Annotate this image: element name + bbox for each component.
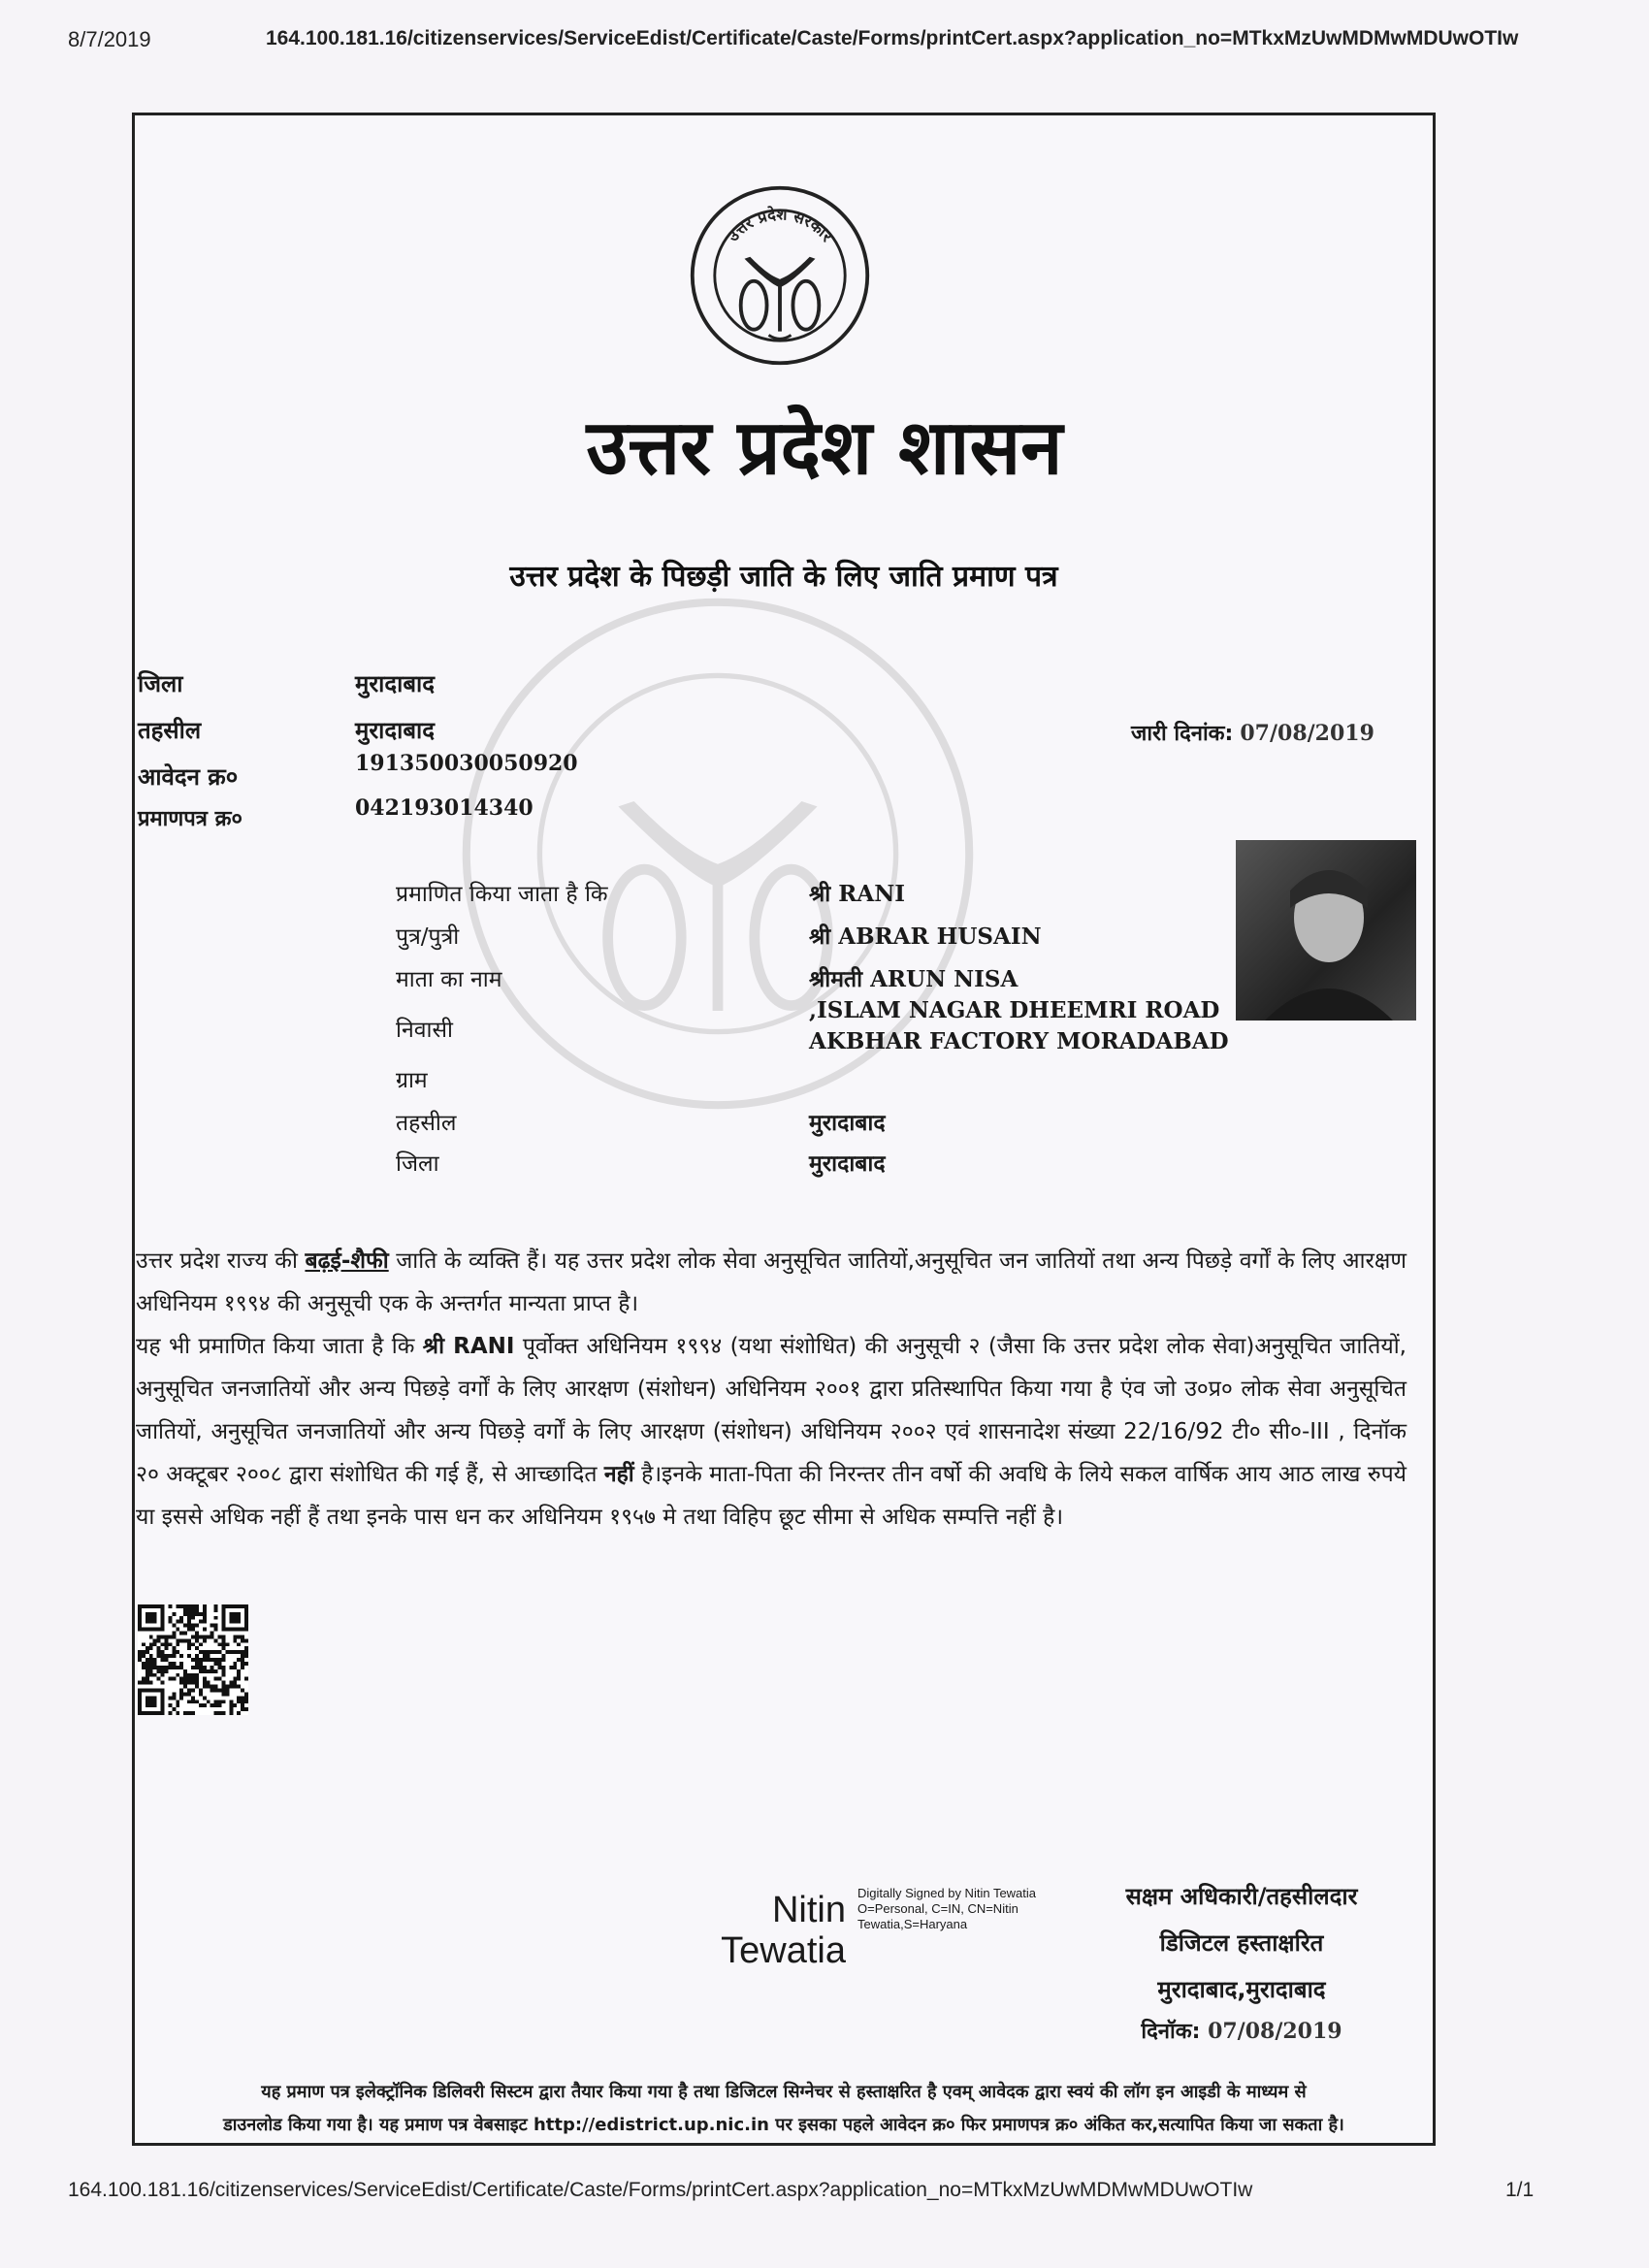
body-person-name: श्री RANI — [422, 1334, 515, 1359]
field-value-tehsil: मुरादाबाद — [355, 717, 436, 744]
footer-note — [146, 2076, 1422, 2142]
certificate-subtitle: उत्तर प्रदेश के पिछड़ी जाति के लिए जाति प्रमाण पत्र — [509, 560, 1058, 594]
person-label-resident: निवासी — [396, 1018, 453, 1043]
person-value-tehsil: मुरादाबाद — [809, 1110, 886, 1136]
field-label-tehsil: तहसील — [138, 717, 202, 744]
field-label-application-no: आवेदन क्र० — [138, 763, 239, 791]
body-paragraph-1: उत्तर प्रदेश राज्य की बढ़ई-शैफी जाति के व्यक्ति हैं। यह उत्तर प्रदेश लोक सेवा अनुसूचित जातियों,अनुसूचित जन जातियों तथा अन्य पिछड़े वर्गों के लिए आरक्षण अधिनियम १९९४ की अनुसूची एक के अन्तर्गत मान्यता प्राप्त है। — [136, 1248, 1406, 1316]
photo-portrait-icon — [1236, 840, 1416, 1021]
authority-date-value: 07/08/2019 — [1208, 2019, 1342, 2044]
up-emblem-icon — [687, 182, 873, 369]
digital-signature-details: Digitally Signed by Nitin Tewatia O=Personal, C=IN, CN=Nitin Tewatia,S=Haryana — [857, 1886, 1037, 1931]
certificate-title: उत्तर प्रदेश शासन — [586, 405, 1063, 492]
person-label-tehsil: तहसील — [396, 1111, 457, 1136]
person-label-certified: प्रमाणित किया जाता है कि — [396, 882, 608, 907]
certificate-body — [136, 1240, 1406, 1539]
svg-text:उत्तर प्रदेश सरकार — [723, 205, 837, 245]
footer-note-line1: यह प्रमाण पत्र इलेक्ट्रॉनिक डिलिवरी सिस्टम द्वारा तैयार किया गया है तथा डिजिटल सिग्नेचर से हस्ताक्षरित है एवम् आवेदक द्वारा स्वयं की लॉग इन आइडी के माध्यम से — [261, 2082, 1307, 2102]
field-value-district: मुरादाबाद — [355, 670, 436, 697]
field-label-certificate-no: प्रमाणपत्र क्र० — [138, 807, 242, 831]
person-value-address-line2: AKBHAR FACTORY MORADABAD — [809, 1028, 1229, 1054]
qr-code-icon — [138, 1604, 248, 1715]
emblem-seal-text: उत्तर प्रदेश सरकार — [723, 205, 837, 245]
issue-date-label: जारी दिनांक: — [1131, 722, 1234, 746]
person-value-district: मुरादाबाद — [809, 1150, 886, 1177]
person-value-father: श्री ABRAR HUSAIN — [809, 923, 1042, 950]
caste-name: बढ़ई-शैफी — [305, 1248, 389, 1274]
person-value-address-line1: ,ISLAM NAGAR DHEEMRI ROAD — [809, 997, 1220, 1023]
body-paragraph-2: यह भी प्रमाणित किया जाता है कि श्री RANI पूर्वोक्त अधिनियम १९९४ (यथा संशोधित) की अनुसूची २ (जैसा कि उत्तर प्रदेश लोक सेवा)अनुसूचित जातियों, अनुसूचित जनजातियों और अन्य पिछड़े वर्गों के लिए आरक्षण (संशोधन) अधिनियम २००१ द्वारा प्रतिस्थापित किया गया है एंव जो उ०प्र० लोक सेवा अनुसूचित जातियों, अनुसूचित जनजातियों और अन्य पिछड़े वर्गों के लिए आरक्षण (संशोधन) अधिनियम २००२ एवं शासनादेश संख्या 22/16/92 टी० सी०-III , दिनॉक २० अक्टूबर २००८ द्वारा संशोधित की गई हैं, से आच्छादित नहीं है।इनके माता-पिता की निरन्तर तीन वर्षो की अवधि के लिये सकल वार्षिक आय आठ लाख रुपये या इससे अधिक नहीं हैं तथा इनके पास धन कर अधिनियम १९५७ मे तथा विहिप छूट सीमा से अधिक सम्पत्ति नहीं है। — [136, 1334, 1406, 1530]
digital-signature-first-name: Nitin — [771, 1890, 846, 1930]
authority-date — [1086, 2016, 1397, 2045]
print-date: 8/7/2019 — [68, 27, 151, 51]
print-footer-url: 164.100.181.16/citizenservices/ServiceEdist/Certificate/Caste/Forms/printCert.aspx?application_no=MTkxMzUwMDMwMDUwOTIw — [68, 2179, 1253, 2201]
person-label-son-daughter: पुत्र/पुत्री — [396, 924, 460, 950]
issue-date-value: 07/08/2019 — [1240, 721, 1374, 746]
person-value-mother: श्रीमती ARUN NISA — [809, 966, 1018, 992]
applicant-photo — [1236, 840, 1416, 1021]
person-label-village: ग्राम — [396, 1068, 428, 1093]
field-label-district: जिला — [138, 670, 183, 697]
field-value-application-no: 191350030050920 — [355, 751, 578, 776]
person-value-name: श्री RANI — [809, 881, 905, 907]
authority-location: मुरादाबाद,मुरादाबाद — [1157, 1976, 1326, 2003]
person-label-mother: माता का नाम — [396, 967, 502, 992]
print-url: 164.100.181.16/citizenservices/ServiceEdist/Certificate/Caste/Forms/printCert.aspx?application_no=MTkxMzUwMDMwMDUwOTIw — [266, 27, 1519, 49]
digital-signature-name — [708, 1890, 846, 1971]
print-page-number: 1/1 — [1505, 2179, 1535, 2201]
digital-signature-last-name: Tewatia — [721, 1930, 846, 1971]
issue-date — [1131, 718, 1374, 747]
authority-designation: सक्षम अधिकारी/तहसीलदार — [1125, 1883, 1358, 1910]
authority-date-label: दिनॉक: — [1141, 2020, 1201, 2044]
authority-digital-signed: डिजिटल हस्ताक्षरित — [1159, 1929, 1324, 1957]
field-value-certificate-no: 042193014340 — [355, 795, 534, 821]
person-label-district: जिला — [396, 1151, 439, 1177]
footer-note-line2: डाउनलोड किया गया है। यह प्रमाण पत्र वेबसाइट http://edistrict.up.nic.in पर इसका पहले आवेदन क्र० फिर प्रमाणपत्र क्र० अंकित कर,सत्यापित किया जा सकता है। — [223, 2115, 1344, 2135]
